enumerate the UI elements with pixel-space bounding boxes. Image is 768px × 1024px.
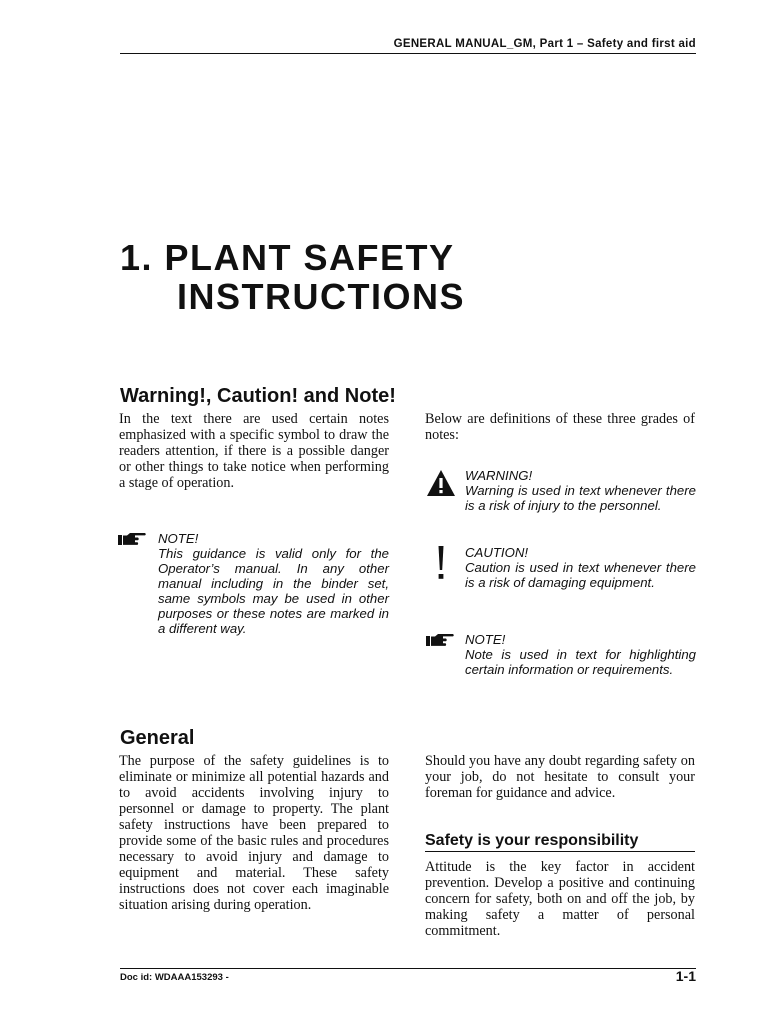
warning-text: Warning is used in text whenever there is a risk of injury to the personnel. (465, 483, 696, 513)
warnings-right-column (425, 411, 695, 443)
caution-text: Caution is used in text whenever there is a risk of damaging equipment. (465, 560, 696, 590)
responsibility-heading: Safety is your responsibility (425, 831, 695, 852)
caution-label: CAUTION! (465, 545, 529, 560)
general-continuation-paragraph: Should you have any doubt regarding safety on your job, do not hesitate to consult your foreman for guidance and advice. (425, 753, 695, 801)
exclamation-icon (435, 545, 447, 586)
warnings-left-column (119, 411, 389, 491)
chapter-title (120, 238, 465, 316)
warning-triangle-icon (425, 468, 457, 503)
page-number: 1-1 (675, 968, 696, 984)
note-definition (465, 632, 696, 677)
responsibility-column (425, 859, 695, 939)
warning-label: WARNING! (465, 468, 533, 483)
responsibility-paragraph: Attitude is the key factor in accident prevention. Develop a positive and continuing concern for safety, both on and off the job, by making safety a matter of personal commitment. (425, 859, 695, 939)
warnings-intro-paragraph: In the text there are used certain notes emphasized with a specific symbol to draw the readers attention, if there is a possible danger or other things to take notice when performing a stage of operation. (119, 411, 389, 491)
running-header: GENERAL MANUAL_GM, Part 1 – Safety and first aid (120, 36, 696, 54)
definitions-intro-paragraph: Below are definitions of these three grades of notes: (425, 411, 695, 443)
general-paragraph: The purpose of the safety guidelines is to eliminate or minimize all potential hazards and to avoid accidents involving injury to personnel or damage to property. The plant safety instructions have been prepared to provide some of the basic rules and procedures necessary to avoid injury and damage to equipment and material. These safety instructions does not cover each imaginable situation arising during operation. (119, 753, 389, 913)
general-right-column (425, 753, 695, 801)
chapter-title-line-1: 1. PLANT SAFETY (120, 237, 455, 278)
note-definition-text: Note is used in text for highlighting certain information or requirements. (465, 647, 696, 677)
document-id: Doc id: WDAAA153293 - (120, 972, 229, 983)
footer-rule (120, 968, 696, 969)
chapter-title-line-2: INSTRUCTIONS (177, 276, 465, 317)
warning-definition (465, 468, 696, 513)
note-text: This guidance is valid only for the Operator’s manual. In any other manual including in the binder set, same symbols may be used in other purposes or these notes are marked in a different way. (158, 546, 389, 636)
note-definition-label: NOTE! (465, 632, 506, 647)
operator-manual-note (158, 531, 389, 636)
note-label: NOTE! (158, 531, 199, 546)
caution-definition (465, 545, 696, 590)
pointing-hand-icon (117, 530, 147, 553)
general-left-column (119, 753, 389, 913)
general-heading: General (120, 727, 195, 749)
warnings-heading: Warning!, Caution! and Note! (120, 385, 396, 407)
pointing-hand-icon (425, 631, 455, 654)
